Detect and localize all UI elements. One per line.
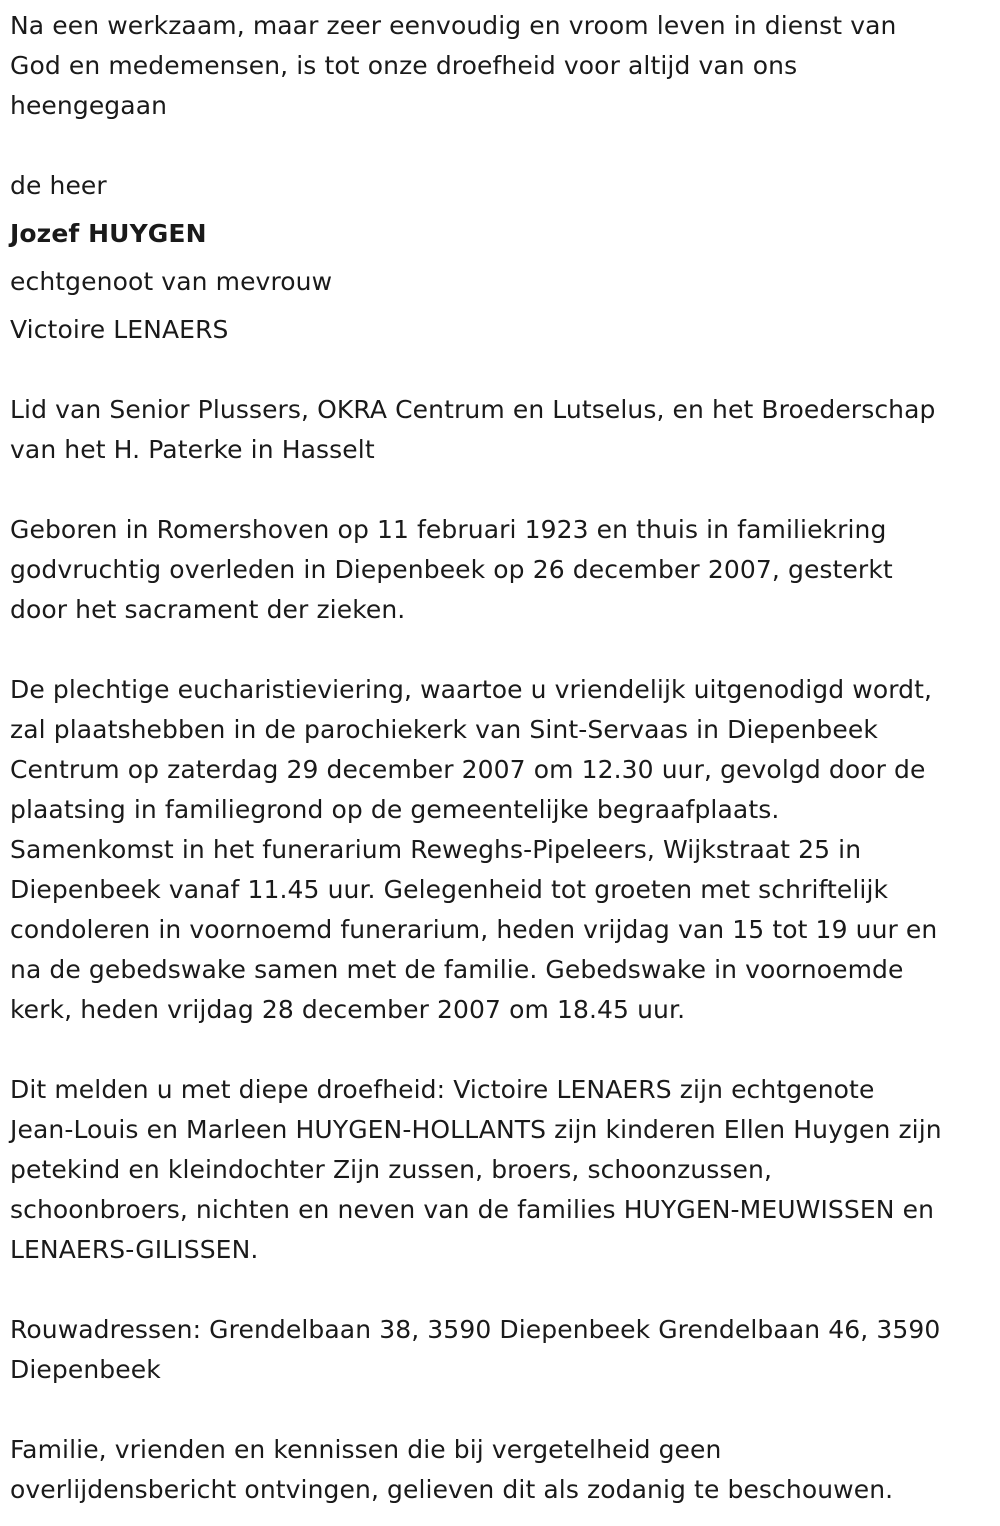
salutation: de heer: [10, 171, 107, 200]
spouse-name: Victoire LENAERS: [10, 315, 229, 344]
deceased-name: Jozef HUYGEN: [10, 219, 207, 248]
obituary-notice: [10, 6, 995, 1510]
membership-paragraph: Lid van Senior Plussers, OKRA Centrum en Lutselus, en het Broederschap van het H. Paterke in Hasselt: [10, 395, 936, 464]
intro-paragraph: Na een werkzaam, maar zeer eenvoudig en vroom leven in dienst van God en medemensen, is tot onze droefheid voor altijd van ons heengegaan: [10, 11, 897, 120]
addresses-paragraph: Rouwadressen: Grendelbaan 38, 3590 Diepenbeek Grendelbaan 46, 3590 Diepenbeek: [10, 1315, 941, 1384]
spouse-line: echtgenoot van mevrouw: [10, 267, 333, 296]
ceremony-paragraph: De plechtige eucharistieviering, waartoe u vriendelijk uitgenodigd wordt, zal plaatshebben in de parochiekerk van Sint-Servaas in Diepenbeek Centrum op zaterdag 29 december 2007 om 12.30 uur, gevolgd door de plaatsing in familiegrond op de gemeentelijke begraafplaats. Samenkomst in het funerarium Reweghs-Pipeleers, Wijkstraat 25 in Diepenbeek vanaf 11.45 uur. Gelegenheid tot groeten met schriftelijk condoleren in voornoemd funerarium, heden vrijdag van 15 tot 19 uur en na de gebedswake samen met de familie. Gebedswake in voornoemde kerk, heden vrijdag 28 december 2007 om 18.45 uur.: [10, 675, 938, 1024]
closing-paragraph: Familie, vrienden en kennissen die bij vergetelheid geen overlijdensbericht ontvingen, gelieven dit als zodanig te beschouwen.: [10, 1435, 894, 1504]
family-paragraph: Dit melden u met diepe droefheid: Victoire LENAERS zijn echtgenote Jean-Louis en Marleen HUYGEN-HOLLANTS zijn kinderen Ellen Huygen zijn petekind en kleindochter Zijn zussen, broers, schoonzussen, schoonbroers, nichten en neven van de families HUYGEN-MEUWISSEN en LENAERS-GILISSEN.: [10, 1075, 942, 1264]
birth-death-paragraph: Geboren in Romershoven op 11 februari 1923 en thuis in familiekring godvruchtig overleden in Diepenbeek op 26 december 2007, gesterkt door het sacrament der zieken.: [10, 515, 893, 624]
